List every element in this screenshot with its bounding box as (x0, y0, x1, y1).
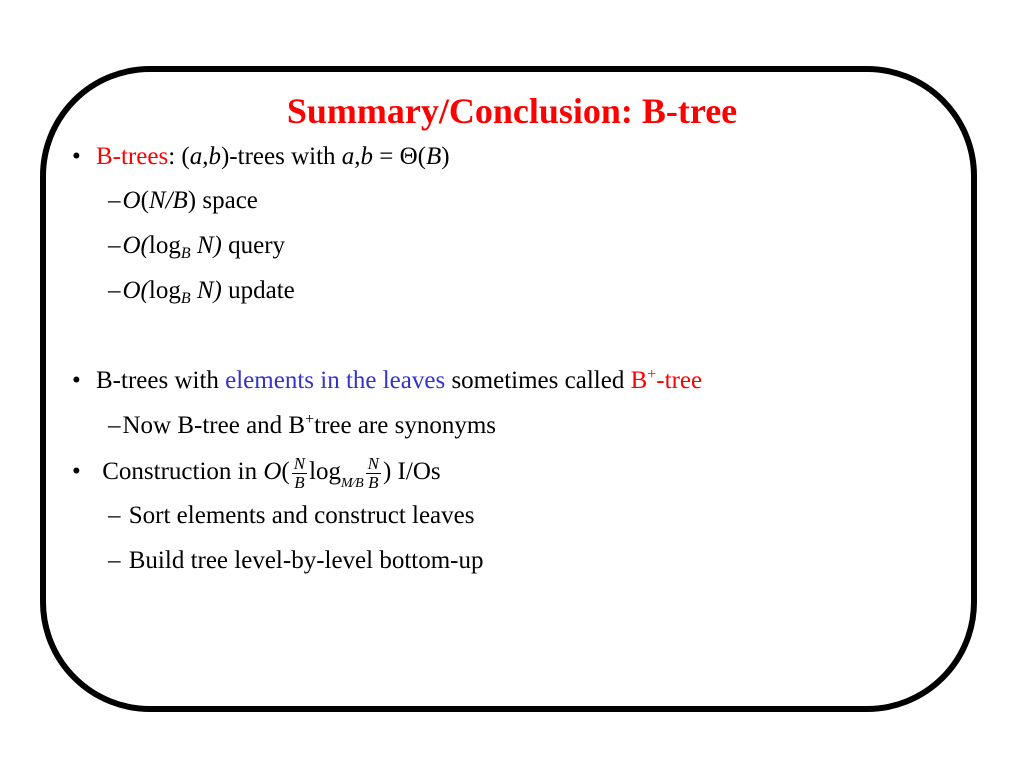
big-o: O( (122, 277, 149, 304)
denominator: B (368, 472, 379, 492)
text: ) (382, 458, 392, 485)
subbullet-space (108, 186, 258, 216)
bullet-marker: • (72, 367, 81, 394)
dash-marker: – (108, 547, 121, 574)
dash-marker: – (108, 412, 121, 439)
text: I/Os (391, 458, 441, 485)
log: log (309, 458, 342, 485)
var-a: a (341, 143, 355, 170)
big-o: O (263, 458, 282, 485)
text: : ( (168, 143, 190, 170)
dash-marker: – (108, 277, 121, 304)
n-over-b: N/B (148, 187, 188, 214)
text: ( (140, 187, 149, 214)
text: sometimes called (445, 367, 631, 394)
var-n: N) (190, 277, 222, 304)
var-a: a (189, 143, 203, 170)
dash-marker: – (108, 187, 121, 214)
subbullet-query (108, 231, 285, 261)
slide-title: Summary/Conclusion: B-tree (286, 91, 738, 131)
text: )-trees with (220, 143, 342, 170)
text: Build tree level-by-level bottom-up (128, 547, 484, 574)
bplus-tree-term (631, 367, 703, 394)
fraction-n-over-b (292, 455, 307, 492)
text: -tree (656, 367, 703, 394)
log-base-m-over-b (341, 476, 364, 491)
text: update (221, 277, 295, 304)
text: ⁄ (352, 476, 356, 491)
log-base: B (180, 290, 191, 307)
subbullet-build (108, 546, 484, 576)
var-b: b (208, 143, 221, 170)
text: B (630, 367, 648, 394)
btrees-term: B-trees (96, 143, 169, 170)
subbullet-sort (108, 501, 474, 531)
text: , (354, 143, 361, 170)
plus-sup: + (647, 366, 657, 383)
var-b: b (360, 143, 374, 170)
text: tree are synonyms (314, 412, 497, 439)
text: ( (281, 458, 290, 485)
plus-sup: + (305, 411, 315, 428)
text: ) (441, 143, 450, 170)
subbullet-update (108, 276, 295, 306)
bullet-marker: • (72, 458, 81, 485)
text: Now B-tree and B (122, 412, 306, 439)
denominator: B (294, 472, 305, 492)
var-n: N) (190, 232, 222, 259)
text: M (341, 476, 353, 491)
fraction-n-over-b (366, 455, 381, 492)
text: Sort elements and construct leaves (128, 502, 475, 529)
log: log (148, 232, 181, 259)
bullet-construction (72, 452, 441, 504)
big-o: O( (122, 232, 149, 259)
var-B: B (426, 143, 442, 170)
text: , (202, 143, 209, 170)
text: Construction in (102, 458, 264, 485)
bullet-btrees (72, 142, 450, 172)
bullet-leaves (72, 366, 702, 396)
text: = Θ( (373, 143, 427, 170)
dash-marker: – (108, 502, 121, 529)
log-base: B (180, 245, 191, 262)
text: query (221, 232, 286, 259)
log: log (148, 277, 181, 304)
bullet-marker: • (72, 143, 81, 170)
text: B (355, 476, 364, 491)
text: B-trees with (96, 367, 226, 394)
text: ) space (187, 187, 258, 214)
numerator: N (367, 453, 379, 473)
subbullet-synonyms (108, 411, 496, 441)
elements-in-leaves-term: elements in the leaves (225, 367, 446, 394)
dash-marker: – (108, 232, 121, 259)
big-o: O (122, 187, 141, 214)
numerator: N (293, 453, 306, 473)
